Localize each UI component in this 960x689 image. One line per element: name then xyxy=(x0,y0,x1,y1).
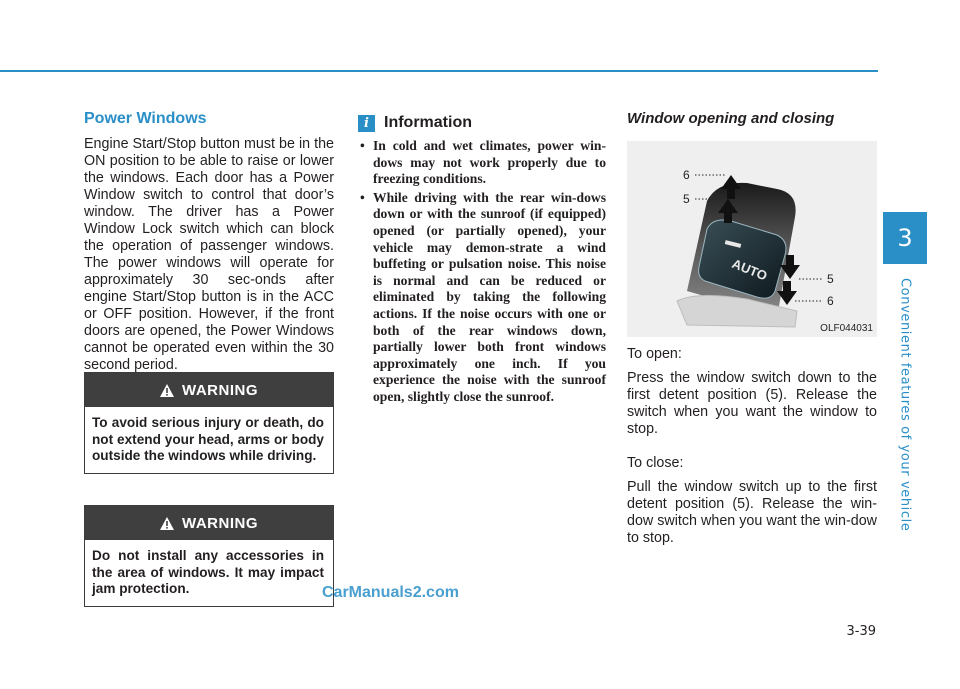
switch-auto-label: AUTO xyxy=(729,255,770,284)
window-switch-illustration xyxy=(627,141,877,337)
list-item: • While driving with the rear win-dows down or with the sunroof (if equipped) opened (or partially opened), your vehicle may demon-strate a wind buffeting or pulsation noise. This noise is normal and can be reduced or eliminated by taking the following actions. If the noise occurs with one or both of the rear windows down, partially lower both front windows approximately one inch. If you experience the noise with the sunroof open, slightly close the sunroof. xyxy=(358,190,606,406)
open-label: To open: xyxy=(627,346,682,362)
section-body: Engine Start/Stop button must be in the ON position to be able to raise or lower the windows. Each door has a Power Window switch to control that door’s window. The driver has a Power Window Lock switch which can block the operation of passenger windows. The power windows will operate for approximately 30 sec-onds after engine Start/Stop button is in the ACC or OFF position. However, if the front doors are opened, the Power Windows cannot be operated even within the 30 second period. xyxy=(84,136,334,373)
warning-label: WARNING xyxy=(182,514,258,532)
information-section xyxy=(358,114,606,408)
header-rule xyxy=(0,70,878,72)
callout-label: 6 xyxy=(827,294,834,308)
power-windows-section xyxy=(84,110,334,374)
close-label: To close: xyxy=(627,455,684,471)
watermark: CarManuals2.com xyxy=(322,584,459,601)
warning-header xyxy=(85,373,333,407)
warning-text: Do not install any accessories in the area of windows. It may impact jam protection. xyxy=(92,548,324,596)
information-list xyxy=(358,138,606,406)
warning-triangle-icon xyxy=(160,384,174,397)
callout-label: 6 xyxy=(683,168,690,182)
warning-box-2 xyxy=(84,505,334,607)
warning-label: WARNING xyxy=(182,381,258,399)
open-text: Press the window switch down to the first detent position (5). Release the switch when you want the window to stop. xyxy=(627,370,877,437)
info-icon: i xyxy=(358,115,375,132)
list-item: • In cold and wet climates, power win-dows may not work properly due to freezing conditions. xyxy=(358,138,606,188)
section-title: Power Windows xyxy=(84,110,207,127)
window-switch-figure xyxy=(627,141,877,337)
warning-triangle-icon xyxy=(160,517,174,530)
callout-label: 5 xyxy=(683,192,690,206)
window-operation-section xyxy=(627,110,877,547)
information-title: Information xyxy=(384,114,472,131)
chapter-title: Convenient features of your vehicle xyxy=(897,278,913,532)
chapter-tab xyxy=(883,212,927,264)
warning-text: To avoid serious injury or death, do not extend your head, arms or body outside the windows while driving. xyxy=(92,415,324,463)
warning-header xyxy=(85,506,333,540)
chapter-number: 3 xyxy=(897,224,913,252)
figure-code: OLF044031 xyxy=(820,323,873,334)
subsection-title: Window opening and closing xyxy=(627,110,835,127)
information-header xyxy=(358,114,606,132)
page-number: 3-39 xyxy=(846,624,876,639)
callout-label: 5 xyxy=(827,272,834,286)
warning-box-1 xyxy=(84,372,334,474)
close-text: Pull the window switch up to the first detent position (5). Release the win-dow switch when you want the win-dow to stop. xyxy=(627,479,877,546)
